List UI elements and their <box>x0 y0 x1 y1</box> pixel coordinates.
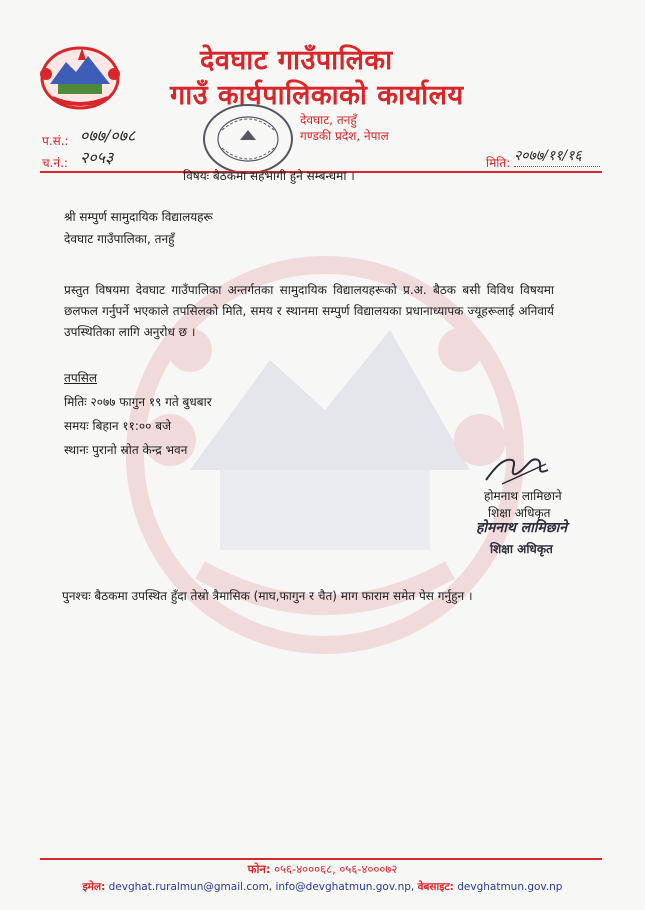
stamp-title: शिक्षा अधिकृत <box>490 542 553 556</box>
date-underline <box>514 166 600 167</box>
chn-value: २०५३ <box>80 148 114 167</box>
ps-label: प.सं.: <box>42 134 69 148</box>
phone-value: ०५६-४०००६८, ०५६-४०००७२ <box>274 862 398 876</box>
ps-value: ०७७/०७८ <box>80 126 136 145</box>
detail-date: मितिः २०७७ फागुन १९ गते बुधबार <box>64 395 212 409</box>
address-line-1: देवघाट, तनहुँ <box>300 113 357 127</box>
address-line-2: गण्डकी प्रदेश, नेपाल <box>300 129 389 143</box>
email-label: इमेल: <box>82 881 106 893</box>
signatory-title: शिक्षा अधिकृत <box>488 506 551 520</box>
website-label: वेबसाइट: <box>417 881 454 893</box>
details-heading: तपसिल <box>64 371 98 385</box>
email-value[interactable]: devghat.ruralmun@gmail.com, info@devghatmun.gov.np, <box>108 881 415 893</box>
letter-body-paragraph: प्रस्तुत विषयमा देवघाट गाउँपालिका अन्तर्गतका सामुदायिक विद्यालयहरूको प्र.अ. बैठक बसी विविध विषयमा छलफल गर्नुपर्ने भएकाले तपसिलको मिति, समय र स्थानमा सम्पुर्ण विद्यालयका प्रधानाध्यापक ज्यूहरूलाई अनिवार्य उपस्थितिका लागि अनुरोध छ । <box>64 283 554 339</box>
date-value: २०७७/११/१६ <box>514 148 582 164</box>
detail-time: समयः बिहान ११:०० बजे <box>64 419 171 433</box>
signatory-name: होमनाथ लामिछाने <box>484 489 562 503</box>
stamp-name: होमनाथ लामिछाने <box>476 520 567 536</box>
footer-contact <box>0 880 645 894</box>
recipient-line-2: देवघाट गाउँपालिका, तनहुँ <box>64 232 175 246</box>
letter-subject: विषयः बैठकमा सहभागी हुने सम्बन्धमा । <box>183 169 355 183</box>
recipient-line-1: श्री सम्पुर्ण सामुदायिक विद्यालयहरू <box>64 210 213 224</box>
letter-postscript: पुनश्चः बैठकमा उपस्थित हुँदा तेस्रो त्रैमासिक (माघ,फागुन र चैत) माग फाराम समेत पेस गर्नुहुन । <box>62 589 473 603</box>
footer-divider <box>40 858 602 860</box>
chn-label: च.नं.: <box>42 156 68 170</box>
date-label: मिति: <box>486 156 511 170</box>
detail-place: स्थानः पुरानो स्रोत केन्द्र भवन <box>64 443 188 457</box>
website-value[interactable]: devghatmun.gov.np <box>457 881 563 893</box>
nepal-emblem-logo <box>38 40 122 112</box>
phone-label: फोन: <box>247 862 271 876</box>
office-subtitle: गाउँ कार्यपालिकाको कार्यालय <box>170 80 464 111</box>
footer-phone <box>0 862 645 877</box>
handwritten-signature <box>482 446 552 488</box>
office-title: देवघाट गाउँपालिका <box>200 45 393 76</box>
